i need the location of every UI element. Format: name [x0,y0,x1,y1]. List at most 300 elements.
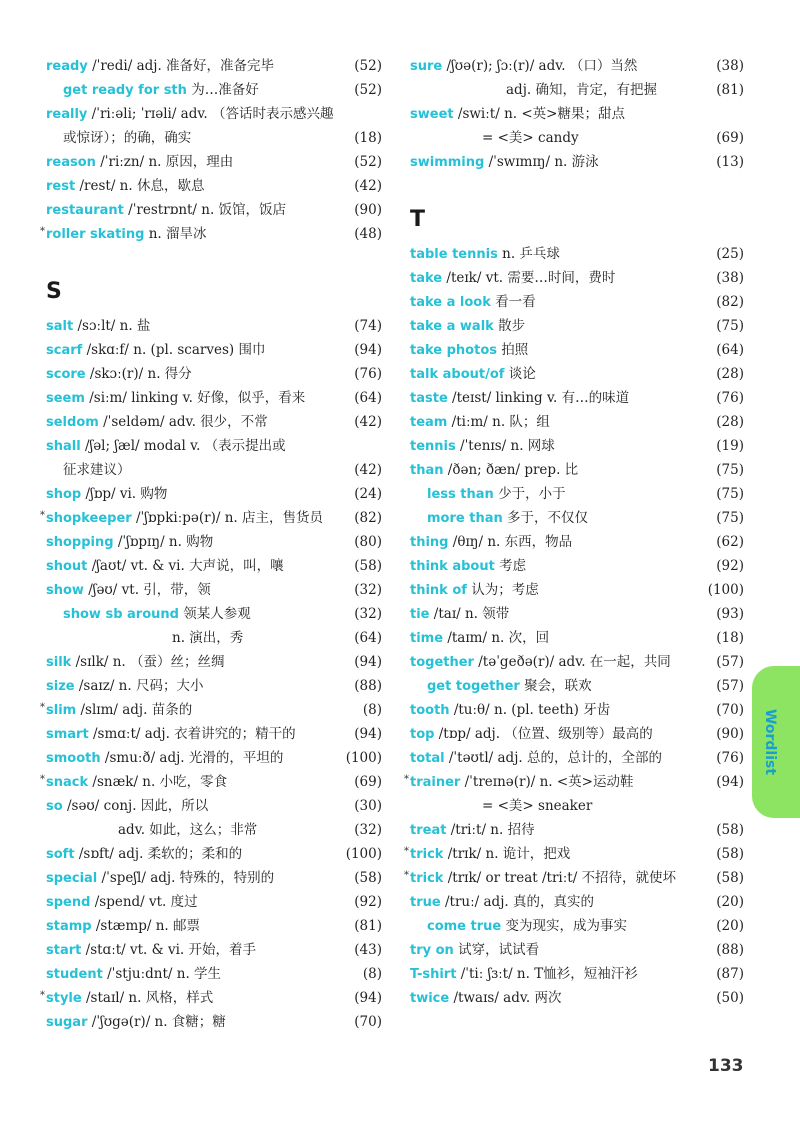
entry-definition: 少于，小于 [493,486,566,502]
entry-page-ref: (94) [354,726,382,742]
wordlist-entry [46,174,382,198]
entry-headword: try on [410,943,454,958]
wordlist-entry [410,554,744,578]
entry-page-ref: (20) [716,918,744,934]
wordlist-entry [46,1010,382,1034]
wordlist-entry [46,434,382,458]
entry-definition: n. 溜旱冰 [144,226,207,242]
wordlist-entry [46,198,382,222]
entry-page-ref: (64) [354,390,382,406]
entry-headword: treat [410,823,447,838]
wordlist-entry [46,362,382,386]
entry-definition: /snæk/ n. 小吃，零食 [88,774,228,790]
entry-definition: /saɪz/ n. 尺码；大小 [74,678,204,694]
entry-definition: /tiːm/ n. 队；组 [447,414,550,430]
entry-definition: /ʃaʊt/ vt. & vi. 大声说，叫，嚷 [87,558,284,574]
entry-headword: true [410,895,441,910]
entry-page-ref: (42) [354,178,382,194]
wordlist-entry [404,866,744,890]
wordlist-entry [40,698,382,722]
entry-page-ref: (52) [354,154,382,170]
entry-headword: size [46,679,75,694]
entry-page-ref: (75) [716,486,744,502]
entry-headword: together [410,655,474,670]
entry-definition: /ðən; ðæn/ prep. 比 [443,462,579,478]
wordlist-entry [46,746,382,770]
entry-page-ref: (92) [354,894,382,910]
entry-headword: top [410,727,435,742]
entry-page-ref: (94) [354,342,382,358]
entry-headword: time [410,631,444,646]
wordlist-entry [410,242,744,266]
entry-definition: /ˈspeʃl/ adj. 特殊的，特别的 [97,870,275,886]
wordlist-entry [46,842,382,866]
entry-definition: /trɪk/ n. 诡计，把戏 [443,846,571,862]
entry-definition: /teɪk/ vt. 需要…时间，费时 [442,270,616,286]
entry-page-ref: (58) [716,870,744,886]
entry-headword: take a walk [410,319,494,334]
entry-page-ref: (90) [716,726,744,742]
wordlist-entry [410,890,744,914]
entry-definition: 谈论 [504,366,536,382]
entry-page-ref: (100) [345,750,382,766]
wordlist-entry [410,914,744,938]
entry-headword: take photos [410,343,498,358]
entry-page-ref: (42) [354,462,382,478]
wordlist-entry [410,650,744,674]
wordlist-entry [410,506,744,530]
wordlist-entry [410,962,744,986]
entry-headword: reason [46,155,96,170]
wordlist-entry [46,126,382,150]
entry-page-ref: (75) [716,510,744,526]
page-number: 133 [708,1056,744,1076]
wordlist-entry [46,866,382,890]
wordlist-entry [410,530,744,554]
entry-headword: scarf [46,343,83,358]
entry-star: * [40,774,45,785]
entry-star: * [40,510,45,521]
entry-definition: 多于，不仅仅 [502,510,589,526]
entry-page-ref: (57) [716,678,744,694]
entry-definition: /ˈredi/ adj. 准备好，准备完毕 [87,58,275,74]
entry-definition: /ʃɒp/ vi. 购物 [81,486,168,502]
entry-page-ref: (64) [716,342,744,358]
wordlist-entry [46,626,382,650]
entry-definition: n. 演出，秀 [172,630,244,646]
entry-page-ref: (30) [354,798,382,814]
entry-headword: shopping [46,535,114,550]
wordlist-entry [410,266,744,290]
entry-headword: take a look [410,295,491,310]
entry-definition: /taɪ/ n. 领带 [429,606,510,622]
wordlist-entry [46,102,382,126]
entry-page-ref: (94) [354,654,382,670]
entry-headword: shout [46,559,88,574]
entry-definition: /ʃʊə(r); ʃɔː(r)/ adv. （口）当然 [442,58,638,74]
entry-headword: more than [427,511,503,526]
wordlist-entry [40,770,382,794]
wordlist-entry [410,54,744,78]
entry-page-ref: (80) [354,534,382,550]
entry-definition: /ˈtenɪs/ n. 网球 [455,438,555,454]
entry-definition: /ʃəʊ/ vt. 引，带，领 [83,582,211,598]
wordlist-entry [46,722,382,746]
entry-definition: /tɒp/ adj. （位置、级别等）最高的 [434,726,653,742]
entry-page-ref: (19) [716,438,744,454]
wordlist-entry [410,626,744,650]
entry-headword: soft [46,847,75,862]
wordlist-entry [410,290,744,314]
entry-page-ref: (18) [716,630,744,646]
entry-star: * [404,870,409,881]
wordlist-entry [46,602,382,626]
entry-headword: table tennis [410,247,498,262]
entry-definition: 看一看 [490,294,536,310]
entry-page-ref: (32) [354,822,382,838]
wordlist-entry [410,458,744,482]
entry-headword: trick [410,847,444,862]
right-column [404,54,744,1010]
entry-page-ref: (82) [354,510,382,526]
entry-definition: /ˈriːzn/ n. 原因，理由 [95,154,234,170]
entry-headword: swimming [410,155,485,170]
entry-page-ref: (13) [716,154,744,170]
entry-page-ref: (76) [716,390,744,406]
wordlist-entry [404,770,744,794]
entry-star: * [40,226,45,237]
wordlist-entry [46,54,382,78]
entry-definition: /siːm/ linking v. 好像，似乎，看来 [84,390,306,406]
entry-headword: get together [427,679,520,694]
entry-page-ref: (8) [362,702,382,718]
entry-page-ref: (90) [354,202,382,218]
entry-star: * [40,990,45,1001]
entry-headword: think about [410,559,495,574]
entry-headword: shop [46,487,82,502]
entry-page-ref: (48) [354,226,382,242]
entry-definition: /ʃəl; ʃæl/ modal v. （表示提出或 [80,438,286,454]
entry-page-ref: (32) [354,582,382,598]
entry-definition: /skɔː(r)/ n. 得分 [85,366,192,382]
wordlist-entry [46,150,382,174]
entry-page-ref: (81) [354,918,382,934]
wordlist-entry [46,410,382,434]
entry-page-ref: (94) [354,990,382,1006]
entry-headword: trick [410,871,444,886]
entry-page-ref: (24) [354,486,382,502]
entry-page-ref: (64) [354,630,382,646]
entry-page-ref: (28) [716,366,744,382]
entry-definition: /triːt/ n. 招待 [446,822,535,838]
wordlist-tab-label [758,666,782,818]
entry-page-ref: (58) [716,846,744,862]
entry-definition: /stæmp/ n. 邮票 [91,918,201,934]
entry-headword: twice [410,991,450,1006]
entry-headword: get ready for sth [63,83,187,98]
entry-page-ref: (32) [354,606,382,622]
entry-headword: take [410,271,443,286]
entry-page-ref: (57) [716,654,744,670]
entry-definition: /ˈʃʊgə(r)/ n. 食糖；糖 [87,1014,226,1030]
entry-headword: start [46,943,82,958]
entry-page-ref: (87) [716,966,744,982]
wordlist-entry [46,818,382,842]
entry-headword: T-shirt [410,967,457,982]
entry-definition: 拍照 [497,342,529,358]
entry-headword: think of [410,583,467,598]
wordlist-entry [410,126,744,150]
entry-headword: spend [46,895,91,910]
wordlist-entry [410,362,744,386]
entry-definition: /rest/ n. 休息，歇息 [75,178,205,194]
entry-headword: ready [46,59,88,74]
entry-page-ref: (76) [354,366,382,382]
entry-headword: stamp [46,919,92,934]
entry-definition: /ˈseldəm/ adv. 很少，不常 [98,414,268,430]
entry-page-ref: (69) [354,774,382,790]
entry-definition: /ˈʃɒpkiːpə(r)/ n. 店主，售货员 [131,510,323,526]
entry-definition: /ˈstjuːdnt/ n. 学生 [102,966,222,982]
wordlist-entry [46,78,382,102]
section-letter: S [46,279,62,304]
wordlist-entry [410,482,744,506]
entry-headword: slim [46,703,77,718]
wordlist-entry [46,458,382,482]
wordlist-entry [410,386,744,410]
entry-page-ref: (69) [716,130,744,146]
entry-page-ref: (28) [716,414,744,430]
entry-definition: /θɪŋ/ n. 东西，物品 [448,534,573,550]
wordlist-entry [46,914,382,938]
entry-definition: /ˈswɪmɪŋ/ n. 游泳 [484,154,599,170]
wordlist-entry [410,410,744,434]
entry-headword: sure [410,59,443,74]
entry-definition: /sɔːlt/ n. 盐 [73,318,151,334]
entry-page-ref: (42) [354,414,382,430]
entry-headword: smart [46,727,89,742]
entry-headword: silk [46,655,72,670]
wordlist-entry [46,338,382,362]
entry-definition: /sɒft/ adj. 柔软的；柔和的 [74,846,243,862]
entry-page-ref: (70) [354,1014,382,1030]
entry-definition: /twaɪs/ adv. 两次 [449,990,562,1006]
entry-page-ref: (100) [345,846,382,862]
entry-page-ref: (58) [354,870,382,886]
entry-definition: /taɪm/ n. 次，回 [443,630,550,646]
wordlist-entry [46,962,382,986]
entry-page-ref: (58) [716,822,744,838]
entry-headword: trainer [410,775,461,790]
entry-star: * [404,846,409,857]
wordlist-entry [46,554,382,578]
wordlist-entry [410,746,744,770]
entry-headword: special [46,871,98,886]
section-spacer [46,246,382,262]
entry-headword: show [46,583,84,598]
entry-definition: /stɑːt/ vt. & vi. 开始，着手 [81,942,256,958]
entry-headword: student [46,967,103,982]
entry-definition: /ˈʃɒpɪŋ/ n. 购物 [113,534,214,550]
entry-definition: /ˈtreɪnə(r)/ n. <英>运动鞋 [460,774,634,790]
entry-definition: /staɪl/ n. 风格，样式 [81,990,214,1006]
entry-definition: 试穿，试试看 [453,942,540,958]
entry-headword: tooth [410,703,450,718]
entry-definition: /swiːt/ n. <英>糖果；甜点 [453,106,625,122]
entry-definition: adj. 确知，肯定，有把握 [506,82,657,98]
entry-headword: restaurant [46,203,124,218]
wordlist-entry [46,530,382,554]
wordlist-entry [46,938,382,962]
wordlist-entry [40,222,382,246]
entry-page-ref: (93) [716,606,744,622]
entry-page-ref: (94) [716,774,744,790]
entry-headword: show sb around [63,607,179,622]
entry-definition: /səʊ/ conj. 因此，所以 [62,798,209,814]
entry-definition: /ˈrestrɒnt/ n. 饭馆，饭店 [123,202,287,218]
wordlist-entry [410,314,744,338]
wordlist-entry [46,386,382,410]
entry-headword: smooth [46,751,101,766]
entry-page-ref: (81) [716,82,744,98]
entry-page-ref: (82) [716,294,744,310]
entry-definition: 领某人参观 [178,606,251,622]
entry-definition: 考虑 [494,558,527,574]
entry-headword: seem [46,391,85,406]
entry-headword: salt [46,319,74,334]
entry-headword: taste [410,391,448,406]
entry-page-ref: (25) [716,246,744,262]
entry-headword: shopkeeper [46,511,132,526]
entry-definition: /truː/ adj. 真的，真实的 [440,894,594,910]
entry-definition: /smuːð/ adj. 光滑的，平坦的 [100,750,284,766]
wordlist-entry [410,602,744,626]
wordlist-entry [40,506,382,530]
entry-page-ref: (20) [716,894,744,910]
wordlist-entry [410,698,744,722]
entry-definition: = <美> sneaker [482,798,593,814]
entry-headword: snack [46,775,89,790]
wordlist-entry [410,102,744,126]
entry-headword: seldom [46,415,99,430]
entry-page-ref: (52) [354,58,382,74]
wordlist-entry [46,578,382,602]
entry-definition: 或惊讶）；的确，确实 [63,130,192,146]
entry-definition: 认为；考虑 [466,582,539,598]
entry-definition: 征求建议） [63,462,131,478]
wordlist-entry [410,794,744,818]
entry-definition: 散步 [493,318,526,334]
wordlist-entry [410,986,744,1010]
entry-page-ref: (76) [716,750,744,766]
wordlist-entry [40,986,382,1010]
entry-headword: tie [410,607,430,622]
entry-page-ref: (38) [716,270,744,286]
left-column [40,54,382,1034]
entry-headword: total [410,751,445,766]
entry-definition: /ˈtiː ʃɜːt/ n. T恤衫，短袖汗衫 [456,966,638,982]
wordlist-entry [46,650,382,674]
section-spacer [410,174,744,190]
entry-headword: rest [46,179,76,194]
wordlist-entry [410,578,744,602]
wordlist-tab-text: Wordlist [762,708,778,776]
wordlist-entry [410,78,744,102]
entry-headword: style [46,991,82,1006]
entry-definition: adv. 如此，这么；非常 [118,822,258,838]
entry-definition: = <美> candy [482,130,579,146]
entry-definition: /sɪlk/ n. （蚕）丝；丝绸 [71,654,225,670]
wordlist-entry [410,674,744,698]
entry-definition: /trɪk/ or treat /triːt/ 不招待，就使坏 [443,870,677,886]
entry-star: * [404,774,409,785]
entry-page-ref: (92) [716,558,744,574]
entry-page-ref: (70) [716,702,744,718]
wordlist-entry [46,890,382,914]
entry-definition: 为…准备好 [186,82,259,98]
entry-page-ref: (38) [716,58,744,74]
entry-page-ref: (74) [354,318,382,334]
wordlist-entry [46,794,382,818]
entry-definition: /smɑːt/ adj. 衣着讲究的；精干的 [88,726,296,742]
entry-page-ref: (43) [354,942,382,958]
wordlist-entry [46,314,382,338]
entry-headword: team [410,415,448,430]
entry-definition: /ˈtəʊtl/ adj. 总的，总计的，全部的 [444,750,662,766]
entry-page-ref: (18) [354,130,382,146]
entry-headword: less than [427,487,494,502]
entry-headword: shall [46,439,81,454]
wordlist-entry [410,150,744,174]
wordlist-entry [410,818,744,842]
entry-definition: /ˈriːəli; ˈrɪəli/ adv. （答话时表示感兴趣 [87,106,334,122]
entry-headword: talk about/of [410,367,505,382]
entry-page-ref: (75) [716,462,744,478]
entry-definition: n. 乒乓球 [497,246,560,262]
entry-headword: sweet [410,107,454,122]
entry-page-ref: (88) [716,942,744,958]
entry-page-ref: (75) [716,318,744,334]
wordlist-entry [46,674,382,698]
entry-headword: roller skating [46,227,145,242]
entry-headword: score [46,367,86,382]
entry-headword: than [410,463,444,478]
entry-headword: tennis [410,439,456,454]
entry-page-ref: (52) [354,82,382,98]
entry-definition: /tuːθ/ n. (pl. teeth) 牙齿 [449,702,611,718]
entry-definition: /skɑːf/ n. (pl. scarves) 围巾 [82,342,266,358]
wordlist-entry [404,842,744,866]
wordlist-entry [410,938,744,962]
entry-page-ref: (62) [716,534,744,550]
entry-definition: /təˈgeðə(r)/ adv. 在一起，共同 [473,654,671,670]
entry-headword: thing [410,535,449,550]
entry-definition: 变为现实，成为事实 [501,918,628,934]
wordlist-entry [410,338,744,362]
wordlist-entry [410,722,744,746]
entry-page-ref: (88) [354,678,382,694]
entry-definition: /spend/ vt. 度过 [90,894,198,910]
entry-star: * [40,702,45,713]
entry-page-ref: (50) [716,990,744,1006]
entry-headword: so [46,799,63,814]
entry-headword: sugar [46,1015,88,1030]
wordlist-entry [410,434,744,458]
wordlist-entry [46,482,382,506]
entry-definition: /slɪm/ adj. 苗条的 [76,702,193,718]
section-letter: T [410,207,426,232]
entry-headword: really [46,107,88,122]
